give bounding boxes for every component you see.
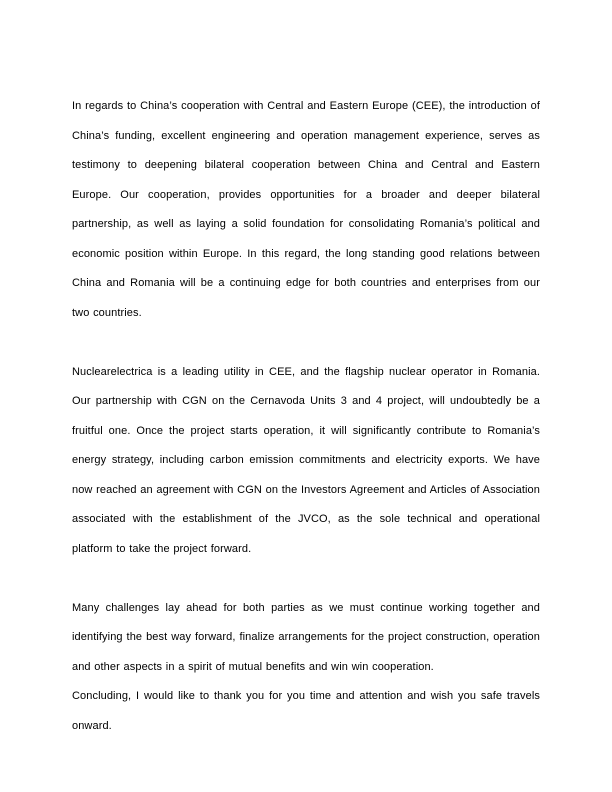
paragraph-cooperation-intro: In regards to China’s cooperation with Central and Eastern Europe (CEE), the introduction of China’s funding, excellent engineering and operation management experience, serves as testimony to deepening bilateral cooperation between China and Central and Eastern Europe. Our cooperation, provides opportunities for a broader and deeper bilateral partnership, as well as laying a solid foundation for consolidating Romania’s political and economic position within Europe. In this regard, the long standing good relations between China and Romania will be a continuing edge for both countries and enterprises from our two countries.: [72, 100, 540, 319]
paragraph-nuclearelectrica-partnership: Nuclearelectrica is a leading utility in CEE, and the flagship nuclear operator in Romania. Our partnership with CGN on the Cernavoda Units 3 and 4 project, will undoubtedly be a fruitful one. Once the project starts operation, it will significantly contribute to Romania’s energy strategy, including carbon emission commitments and electricity exports. We have now reached an agreement with CGN on the Investors Agreement and Articles of Association associated with the establishment of the JVCO, as the sole technical and operational platform to take the project forward.: [72, 365, 540, 555]
paragraph-challenges-ahead: Many challenges lay ahead for both parties as we must continue working together and identifying the best way forward, finalize arrangements for the project construction, operation and other aspects in a spirit of mutual benefits and win win cooperation.: [72, 601, 540, 673]
paragraph-conclusion: Concluding, I would like to thank you for you time and attention and wish you safe travels onward.: [72, 690, 540, 732]
